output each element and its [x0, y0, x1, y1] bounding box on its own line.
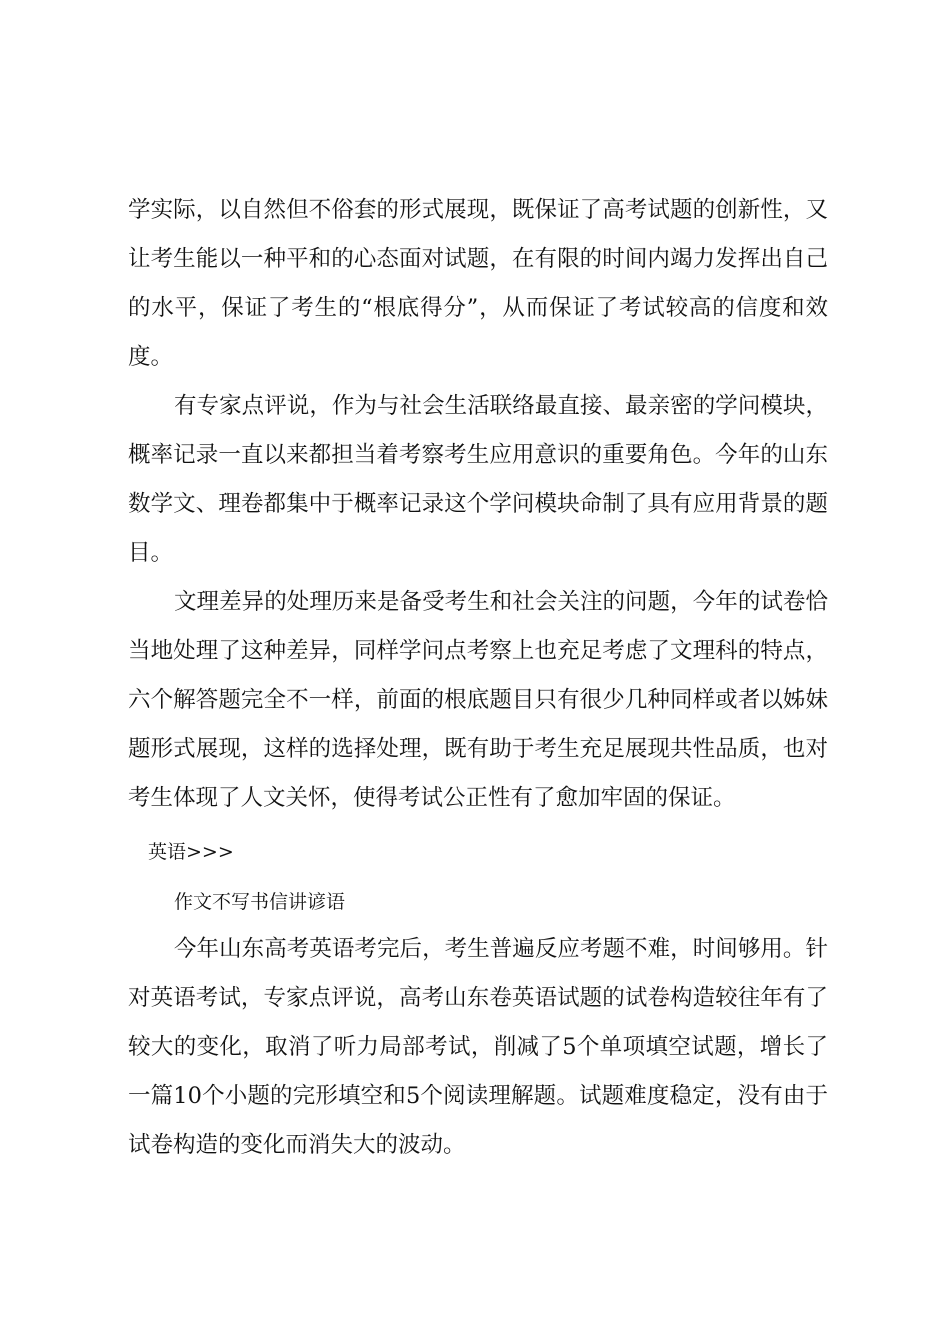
section-heading: 英语>>> [148, 841, 234, 863]
text-line: 考生体现了人文关怀，使得考试公正性有了愈加牢固的保证。 [128, 785, 736, 811]
text-line: 学实际，以自然但不俗套的形式展现，既保证了高考试题的创新性，又 [128, 197, 828, 223]
text-line: 目。 [128, 540, 174, 566]
text-line: 文理差异的处理历来是备受考生和社会关注的问题，今年的试卷恰 [174, 589, 828, 615]
text-line: 概率记录一直以来都担当着考察考生应用意识的重要角色。今年的山东 [128, 442, 828, 468]
text-line: 今年山东高考英语考完后，考生普遍反应考题不难，时间够用。针 [174, 936, 828, 962]
section-subtitle: 作文不写书信讲谚语 [174, 891, 346, 913]
text-line: 试卷构造的变化而消失大的波动。 [128, 1132, 466, 1158]
text-line: 对英语考试，专家点评说，高考山东卷英语试题的试卷构造较往年有了 [128, 985, 828, 1011]
text-line: 题形式展现，这样的选择处理，既有助于考生充足展现共性品质，也对 [128, 736, 828, 762]
text-line: 当地处理了这种差异，同样学问点考察上也充足考虑了文理科的特点， [128, 638, 828, 664]
text-line: 的水平，保证了考生的“根底得分”，从而保证了考试较高的信度和效 [128, 295, 828, 321]
text-line: 让考生能以一种平和的心态面对试题，在有限的时间内竭力发挥出自己 [128, 246, 828, 272]
text-line: 较大的变化，取消了听力局部考试，削减了5个单项填空试题，增长了 [128, 1034, 828, 1060]
text-line: 六个解答题完全不一样，前面的根底题目只有很少几种同样或者以姊妹 [128, 687, 828, 713]
text-line: 数学文、理卷都集中于概率记录这个学问模块命制了具有应用背景的题 [128, 491, 828, 517]
text-line: 有专家点评说，作为与社会生活联络最直接、最亲密的学问模块， [174, 393, 828, 419]
text-line: 一篇10个小题的完形填空和5个阅读理解题。试题难度稳定，没有由于 [128, 1083, 828, 1109]
text-line: 度。 [128, 344, 174, 370]
